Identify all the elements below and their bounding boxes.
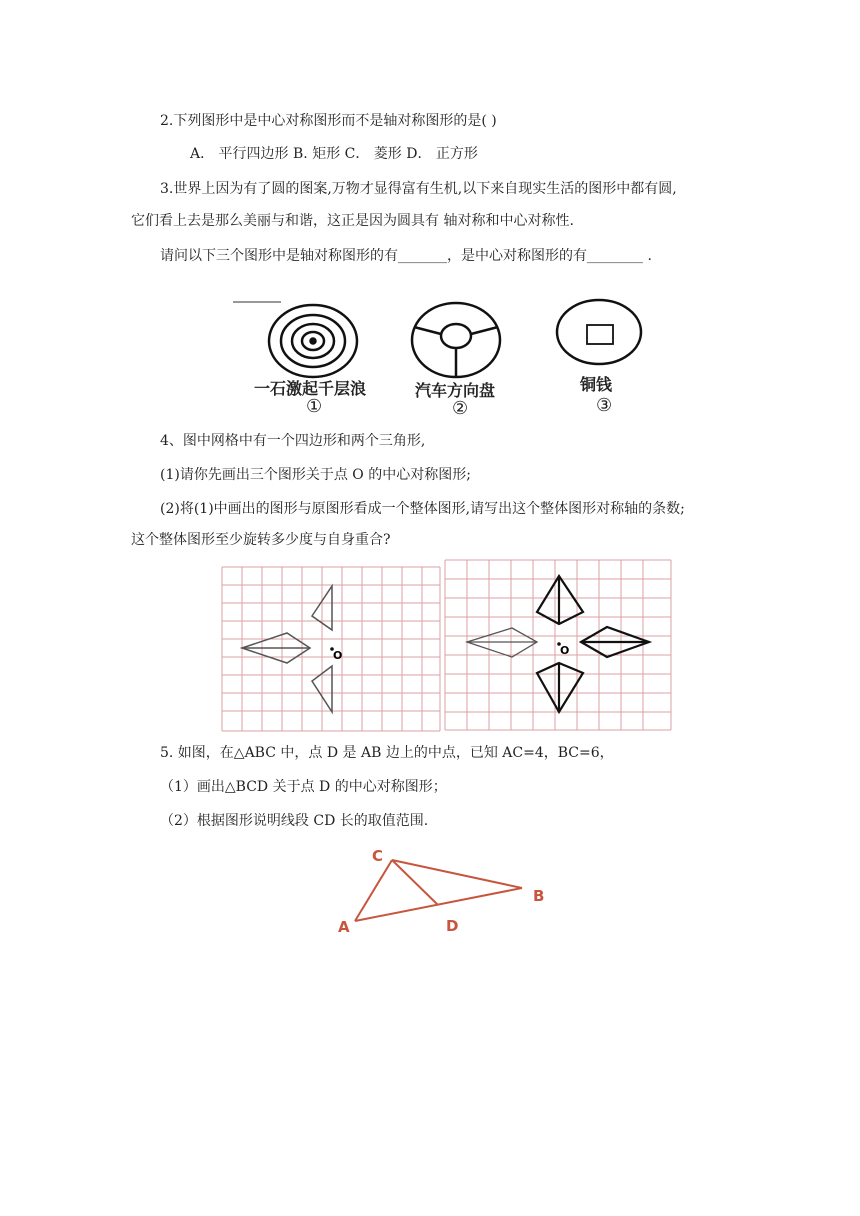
label-b: B (533, 887, 545, 905)
q2-stem: 2.下列图形中是中心对称图形而不是轴对称图形的是( ) (160, 113, 497, 129)
caption-ripple: 一石激起千层浪 (254, 379, 367, 398)
label-c: C (372, 847, 384, 865)
side-ac (355, 860, 392, 921)
q3-line3: 请问以下三个图形中是轴对称图形的有_______，是中心对称图形的有________ . (160, 248, 652, 264)
number-ripple: ① (306, 396, 323, 417)
grid-left (220, 566, 442, 732)
triangle-abc (330, 840, 560, 940)
segment-cd (392, 860, 438, 905)
q5-part1: （1）画出△BCD 关于点 D 的中心对称图形； (160, 779, 447, 795)
ripple-figure (269, 305, 357, 377)
grid-right (441, 556, 675, 732)
label-a: A (338, 918, 350, 936)
q2-options: A． 平行四边形 B. 矩形 C． 菱形 D． 正方形 (190, 146, 478, 162)
point-o-label-right: O (560, 644, 570, 657)
q4-stem: 4、图中网格中有一个四边形和两个三角形, (160, 433, 426, 449)
side-cb (392, 860, 522, 888)
point-o-label: O (333, 649, 343, 662)
q5-part2: （2）根据图形说明线段 CD 长的取值范围. (160, 813, 429, 829)
coin-figure (557, 300, 641, 364)
q5-stem: 5. 如图，在△ABC 中，点 D 是 AB 边上的中点，已知 AC=4，BC=6， (160, 745, 614, 761)
caption-steering: 汽车方向盘 (415, 381, 496, 400)
q4-part1: (1)请你先画出三个图形关于点 O 的中心对称图形; (160, 467, 471, 483)
number-steering: ② (452, 398, 469, 419)
q4-part2b: 这个整体图形至少旋转多少度与自身重合? (131, 532, 391, 548)
side-ab (355, 888, 522, 921)
number-coin: ③ (596, 395, 613, 416)
original-shapes (467, 628, 537, 657)
steering-wheel-figure (412, 303, 500, 377)
reflected-shapes (537, 576, 649, 712)
q4-part2: (2)将(1)中画出的图形与原图形看成一个整体图形,请写出这个整体图形对称轴的条数; (160, 501, 685, 517)
label-d: D (446, 917, 459, 935)
caption-coin: 铜钱 (580, 375, 613, 394)
q3-line1: 3.世界上因为有了圆的图案,万物才显得富有生机,以下来自现实生活的图形中都有圆, (160, 181, 677, 197)
q3-line2: 它们看上去是那么美丽与和谐，这正是因为圆具有 轴对称和中心对称性. (131, 213, 574, 229)
